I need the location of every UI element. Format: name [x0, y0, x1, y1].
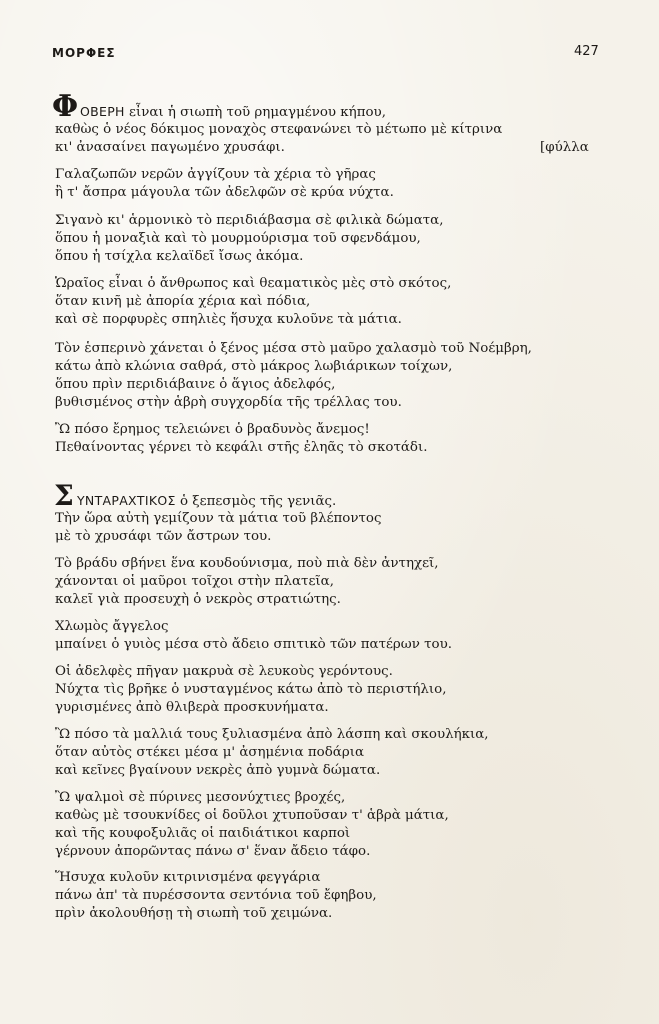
poem-line: πάνω ἀπ' τὰ πυρέσσοντα σεντόνια τοῦ ἔφηβου,	[55, 888, 377, 903]
page-number: 427	[574, 44, 599, 59]
poem-line	[80, 104, 386, 121]
poem-line: Ὢ πόσο τὰ μαλλιά τους ξυλιασμένα ἀπὸ λάσπη καὶ σκουλήκια,	[55, 727, 489, 742]
poem-line: μὲ τὸ χρυσάφι τῶν ἄστρων του.	[55, 529, 272, 544]
poem-line: ἢ τ' ἄσπρα μάγουλα τῶν ἀδελφῶν σὲ κρύα νύχτα.	[55, 185, 394, 200]
poem-line: βυθισμένος στὴν ἁβρὴ συγχορδία τῆς τρέλλας του.	[55, 395, 402, 410]
poem-line: ὅπου ἡ μοναξιὰ καὶ τὸ μουρμούρισμα τοῦ σφενδάμου,	[55, 231, 421, 246]
poem-line: μπαίνει ὁ γυιὸς μέσα στὸ ἄδειο σπιτικὸ τῶν πατέρων του.	[55, 637, 452, 652]
drop-cap: Σ	[54, 479, 74, 512]
poem-line: Πεθαίνοντας γέρνει τὸ κεφάλι στῆς ἐληᾶς τὸ σκοτάδι.	[55, 440, 428, 455]
poem-line: γέρνουν ἀπορῶντας πάνω σ' ἕναν ἄδειο τάφο.	[55, 844, 371, 859]
poem-line	[77, 493, 336, 510]
first-word-caps: ΟΒΕΡΗ	[80, 104, 125, 119]
poem-line: καὶ τῆς κουφοξυλιᾶς οἱ παιδιάτικοι καρποὶ	[55, 826, 351, 841]
poem-line: Τὴν ὥρα αὐτὴ γεμίζουν τὰ μάτια τοῦ βλέποντος	[55, 511, 382, 526]
poem-line: καὶ σὲ πορφυρὲς σπηλιὲς ἥσυχα κυλοῦνε τὰ μάτια.	[55, 312, 402, 327]
poem-line: καλεῖ γιὰ προσευχὴ ὁ νεκρὸς στρατιώτης.	[55, 592, 341, 607]
poem-line: Τὸν ἑσπερινὸ χάνεται ὁ ξένος μέσα στὸ μαῦρο χαλασμὸ τοῦ Νοέμβρη,	[55, 341, 532, 356]
line-text: ὁ ξεπεσμὸς τῆς γενιᾶς.	[175, 494, 337, 509]
poem-line: Ἥσυχα κυλοῦν κιτρινισμένα φεγγάρια	[55, 870, 321, 885]
poem-line: ὅπου πρὶν περιδιάβαινε ὁ ἅγιος ἀδελφός,	[55, 377, 336, 392]
poem-line: καθὼς ὁ νέος δόκιμος μοναχὸς στεφανώνει τὸ μέτωπο μὲ κίτρινα	[55, 122, 503, 137]
poem-line: ὅταν αὐτὸς στέκει μέσα μ' ἀσημένια ποδάρια	[55, 745, 365, 760]
poem-line: Γαλαζωπῶν νερῶν ἀγγίζουν τὰ χέρια τὸ γῆρας	[55, 167, 376, 182]
poem-line: Ὢ πόσο ἔρημος τελειώνει ὁ βραδυνὸς ἄνεμος!	[55, 422, 370, 437]
poem-line: Νύχτα τὶς βρῆκε ὁ νυσταγμένος κάτω ἀπὸ τὸ περιστήλιο,	[55, 682, 447, 697]
poem-line-turnover: [φύλλα	[540, 140, 589, 155]
poem-line: ὅταν κινῆ μὲ ἀπορία χέρια καὶ πόδια,	[55, 294, 311, 309]
poem-line: ὅπου ἡ τσίχλα κελαϊδεῖ ἴσως ἀκόμα.	[55, 249, 304, 264]
poem-line: πρὶν ἀκολουθήσῃ τὴ σιωπὴ τοῦ χειμώνα.	[55, 906, 333, 921]
running-head: ΜΟΡΦΕΣ	[52, 46, 116, 60]
poem-line: Τὸ βράδυ σβήνει ἕνα κουδούνισμα, ποὺ πιὰ δὲν ἀντηχεῖ,	[55, 556, 439, 571]
poem-line: καὶ κεῖνες βγαίνουν νεκρὲς ἀπὸ γυμνὰ δώματα.	[55, 763, 381, 778]
poem-line: χάνονται οἱ μαῦροι τοῖχοι στὴν πλατεῖα,	[55, 574, 334, 589]
poem-line: Ὢ ψαλμοὶ σὲ πύρινες μεσονύχτιες βροχές,	[55, 790, 346, 805]
drop-cap: Φ	[52, 89, 79, 124]
poem-line: Ὡραῖος εἶναι ὁ ἄνθρωπος καὶ θεαματικὸς μὲς στὸ σκότος,	[55, 276, 452, 291]
poem-line: κάτω ἀπὸ κλώνια σαθρά, στὸ μάκρος λωβιάρικων τοίχων,	[55, 359, 453, 374]
poem-line: κι' ἀνασαίνει παγωμένο χρυσάφι.	[55, 140, 285, 155]
poem-line: γυρισμένες ἀπὸ θλιβερὰ προσκυνήματα.	[55, 700, 329, 715]
poem-line: Σιγανὸ κι' ἁρμονικὸ τὸ περιδιάβασμα σὲ φιλικὰ δώματα,	[55, 213, 444, 228]
first-word-caps: ΥΝΤΑΡΑΧΤΙΚΟΣ	[77, 493, 176, 508]
poem-line: Χλωμὸς ἄγγελος	[55, 619, 169, 634]
poem-line: Οἱ ἀδελφὲς πῆγαν μακρυὰ σὲ λευκοὺς γερόντους.	[55, 664, 393, 679]
poem-line: καθὼς μὲ τσουκνίδες οἱ δοῦλοι χτυποῦσαν τ' ἁβρὰ μάτια,	[55, 808, 449, 823]
line-text: εἶναι ἡ σιωπὴ τοῦ ρημαγμένου κήπου,	[124, 105, 386, 120]
